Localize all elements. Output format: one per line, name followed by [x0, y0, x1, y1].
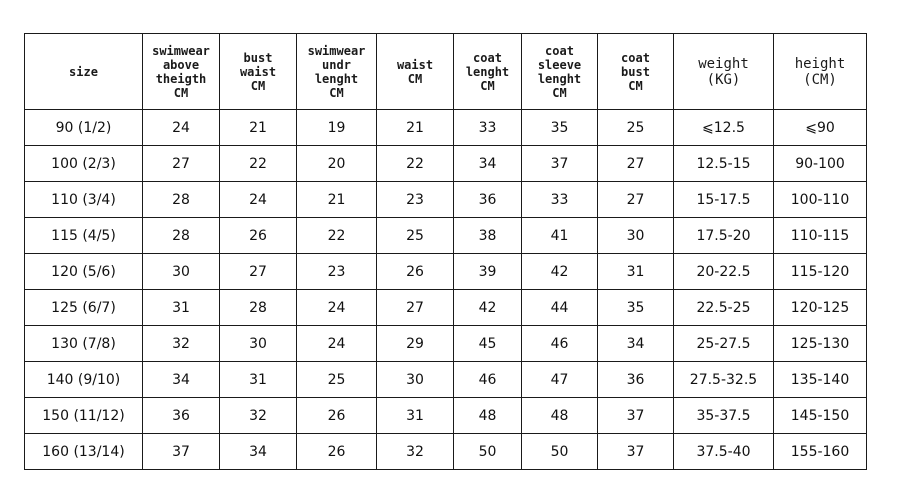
table-cell: 30 — [220, 326, 297, 362]
table-cell: 24 — [297, 326, 377, 362]
header-line: CM — [173, 85, 189, 100]
table-cell: 26 — [297, 398, 377, 434]
header-height — [774, 34, 867, 110]
table-row — [25, 218, 867, 254]
header-swimwear-under-length — [297, 34, 377, 110]
header-line: CM — [480, 78, 495, 93]
header-line: (KG) — [706, 71, 741, 88]
size-cell: 140 (9/10) — [25, 362, 143, 398]
table-row — [25, 434, 867, 470]
header-line: CM — [250, 78, 266, 93]
header-line: coat — [545, 43, 574, 58]
table-cell: 48 — [454, 398, 522, 434]
table-cell: 50 — [454, 434, 522, 470]
size-cell: 115 (4/5) — [25, 218, 143, 254]
table-cell: 37 — [598, 434, 674, 470]
size-cell: 160 (13/14) — [25, 434, 143, 470]
table-cell: 33 — [522, 182, 598, 218]
table-cell: 27.5-32.5 — [674, 362, 774, 398]
table-cell: 36 — [143, 398, 220, 434]
table-cell: 22 — [297, 218, 377, 254]
table-cell: 20-22.5 — [674, 254, 774, 290]
table-cell: 12.5-15 — [674, 146, 774, 182]
header-swimwear-above-thigh — [143, 34, 220, 110]
table-cell: 39 — [454, 254, 522, 290]
table-cell: 30 — [598, 218, 674, 254]
header-line: swimwear — [307, 43, 366, 58]
table-cell: 42 — [522, 254, 598, 290]
header-line: waist — [396, 57, 434, 72]
table-cell: 50 — [522, 434, 598, 470]
header-line: undr — [322, 57, 351, 72]
table-cell: 32 — [143, 326, 220, 362]
table-cell: 100-110 — [774, 182, 867, 218]
size-cell: 125 (6/7) — [25, 290, 143, 326]
table-cell: 35 — [522, 110, 598, 146]
table-cell: 36 — [454, 182, 522, 218]
table-cell: 30 — [143, 254, 220, 290]
table-cell: 23 — [377, 182, 454, 218]
table-cell: 21 — [297, 182, 377, 218]
header-size — [25, 34, 143, 110]
table-row — [25, 398, 867, 434]
table-cell: 35-37.5 — [674, 398, 774, 434]
header-line: CM — [329, 85, 344, 100]
table-cell: 24 — [297, 290, 377, 326]
table-cell: ⩽90 — [774, 110, 867, 146]
header-line: sleeve — [537, 57, 582, 72]
header-weight — [674, 34, 774, 110]
table-cell: 36 — [598, 362, 674, 398]
table-cell: 26 — [377, 254, 454, 290]
table-cell: 145-150 — [774, 398, 867, 434]
table-cell: 90-100 — [774, 146, 867, 182]
header-line: lenght — [314, 71, 359, 86]
table-cell: 42 — [454, 290, 522, 326]
table-row — [25, 326, 867, 362]
header-coat-sleeve-length — [522, 34, 598, 110]
header-bust-waist — [220, 34, 297, 110]
table-cell: 37 — [522, 146, 598, 182]
header-line: CM — [628, 78, 643, 93]
table-cell: 31 — [598, 254, 674, 290]
table-cell: 47 — [522, 362, 598, 398]
header-line: CM — [552, 85, 567, 100]
table-cell: 37 — [598, 398, 674, 434]
table-cell: 35 — [598, 290, 674, 326]
table-cell: 27 — [598, 146, 674, 182]
table-row — [25, 254, 867, 290]
table-cell: 32 — [377, 434, 454, 470]
table-cell: 34 — [143, 362, 220, 398]
table-cell: 31 — [377, 398, 454, 434]
table-cell: 21 — [220, 110, 297, 146]
table-cell: 27 — [598, 182, 674, 218]
size-cell: 90 (1/2) — [25, 110, 143, 146]
table-cell: 30 — [377, 362, 454, 398]
table-cell: 28 — [143, 218, 220, 254]
table-cell: 120-125 — [774, 290, 867, 326]
table-cell: 22 — [220, 146, 297, 182]
table-cell: 27 — [220, 254, 297, 290]
size-cell: 120 (5/6) — [25, 254, 143, 290]
table-row — [25, 110, 867, 146]
table-cell: 125-130 — [774, 326, 867, 362]
header-waist — [377, 34, 454, 110]
header-line: waist — [239, 64, 277, 79]
header-line: bust — [621, 64, 650, 79]
size-cell: 100 (2/3) — [25, 146, 143, 182]
table-cell: 37.5-40 — [674, 434, 774, 470]
table-cell: 25 — [598, 110, 674, 146]
table-row — [25, 362, 867, 398]
table-cell: 24 — [143, 110, 220, 146]
header-line: (CM) — [803, 71, 837, 88]
table-cell: 28 — [143, 182, 220, 218]
header-line: size — [69, 64, 98, 79]
table-cell: 41 — [522, 218, 598, 254]
size-cell: 150 (11/12) — [25, 398, 143, 434]
table-cell: 29 — [377, 326, 454, 362]
table-cell: ⩽12.5 — [674, 110, 774, 146]
table-cell: 28 — [220, 290, 297, 326]
table-cell: 46 — [454, 362, 522, 398]
table-cell: 34 — [454, 146, 522, 182]
header-coat-bust — [598, 34, 674, 110]
size-chart-table — [24, 33, 867, 470]
header-line: swimwear — [152, 43, 210, 58]
table-cell: 115-120 — [774, 254, 867, 290]
table-cell: 48 — [522, 398, 598, 434]
table-cell: 34 — [598, 326, 674, 362]
table-cell: 22.5-25 — [674, 290, 774, 326]
table-cell: 38 — [454, 218, 522, 254]
table-cell: 26 — [220, 218, 297, 254]
table-cell: 15-17.5 — [674, 182, 774, 218]
table-cell: 155-160 — [774, 434, 867, 470]
table-cell: 22 — [377, 146, 454, 182]
table-cell: 27 — [143, 146, 220, 182]
size-cell: 130 (7/8) — [25, 326, 143, 362]
table-cell: 45 — [454, 326, 522, 362]
table-cell: 110-115 — [774, 218, 867, 254]
table-cell: 135-140 — [774, 362, 867, 398]
table-cell: 34 — [220, 434, 297, 470]
table-cell: 27 — [377, 290, 454, 326]
table-cell: 25 — [377, 218, 454, 254]
table-cell: 19 — [297, 110, 377, 146]
header-line: theigth — [155, 71, 207, 86]
header-row — [25, 34, 867, 110]
table-cell: 17.5-20 — [674, 218, 774, 254]
header-line: weight — [698, 55, 749, 72]
table-cell: 26 — [297, 434, 377, 470]
table-cell: 20 — [297, 146, 377, 182]
header-line: bust — [243, 50, 273, 65]
header-line: coat — [621, 50, 650, 65]
table-cell: 32 — [220, 398, 297, 434]
table-cell: 25 — [297, 362, 377, 398]
table-cell: 23 — [297, 254, 377, 290]
header-line: coat — [473, 50, 502, 65]
size-cell: 110 (3/4) — [25, 182, 143, 218]
table-cell: 25-27.5 — [674, 326, 774, 362]
table-cell: 46 — [522, 326, 598, 362]
header-line: height — [794, 55, 846, 72]
table-cell: 21 — [377, 110, 454, 146]
header-line: lenght — [465, 64, 510, 79]
table-cell: 31 — [220, 362, 297, 398]
table-cell: 31 — [143, 290, 220, 326]
header-coat-length — [454, 34, 522, 110]
table-cell: 44 — [522, 290, 598, 326]
header-line: CM — [407, 71, 423, 86]
table-row — [25, 146, 867, 182]
table-cell: 37 — [143, 434, 220, 470]
header-line: above — [162, 57, 200, 72]
table-row — [25, 182, 867, 218]
table-cell: 33 — [454, 110, 522, 146]
header-line: lenght — [537, 71, 582, 86]
table-row — [25, 290, 867, 326]
table-cell: 24 — [220, 182, 297, 218]
